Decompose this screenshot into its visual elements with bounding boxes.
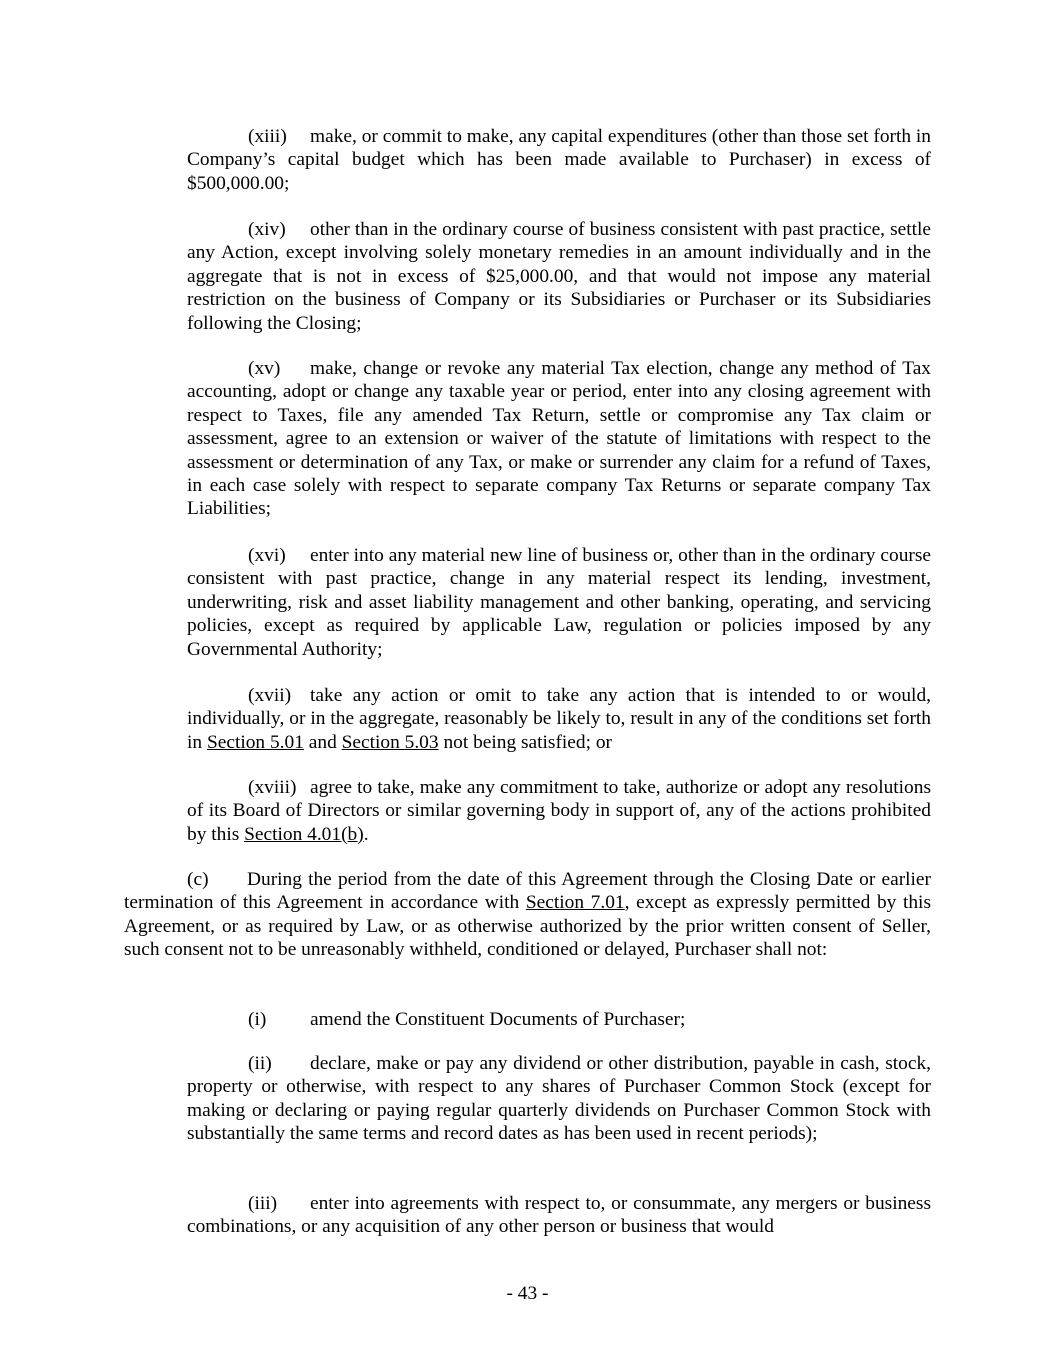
clause-text: other than in the ordinary course of business consistent with past practice, settle any Action, except involving solely monetary remedies in an amount individually and in the aggregate that is not in excess of $25,000.00, and that would not impose any material restriction on the business of Company or its Subsidiaries or Purchaser or its Subsidiaries following the Closing; [187,219,931,334]
clause-text: take any action or omit to take any action that is intended to or would, individually, or in the aggregate, reasonably be likely to, result in any of the conditions set forth in [187,685,931,753]
clause-c-iii [187,1192,931,1239]
clause-text: and [308,731,337,753]
clause-label: (xvii) [248,685,292,706]
clause-label: (i) [248,1009,267,1030]
clause-label: (c) [187,869,209,890]
section-reference-link: Section 5.01 [206,731,304,753]
clause-label: (xiv) [248,219,286,240]
clause-text: amend the Constituent Documents of Purchaser; [310,1009,686,1030]
clause-label: (ii) [248,1053,272,1074]
clause-text: enter into agreements with respect to, or consummate, any mergers or business combinations, or any acquisition of any other person or business that would [187,1193,931,1238]
clause-xviii [187,776,931,846]
clause-c [124,868,931,962]
clause-text: not being satisfied; or [443,731,612,753]
clause-label: (xv) [248,358,281,379]
clause-xvi [187,544,931,661]
clause-label: (xvi) [248,545,286,566]
clause-text: agree to take, make any commitment to take, authorize or adopt any resolutions of its Board of Directors or similar governing body in support of, any of the actions prohibited by this [187,777,931,845]
clause-text: make, or commit to make, any capital expenditures (other than those set forth in Company’s capital budget which has been made available to Purchaser) in excess of $500,000.00; [187,126,931,194]
section-reference-link: Section 7.01 [525,892,625,914]
clause-xv [187,357,931,521]
section-reference-link: Section 5.03 [341,731,439,753]
clause-text: During the period from the date of this Agreement through the Closing Date or earlier termination of this Agreement in accordance with [124,869,931,914]
page-number: - 43 - [506,1283,549,1304]
clause-c-ii [187,1052,931,1146]
clause-c-i [187,1008,931,1031]
clause-text: , except as expressly permitted by this Agreement, or as required by Law, or as otherwise authorized by the prior written consent of Seller, such consent not to be unreasonably withheld, conditioned or delayed, Purchaser shall not: [124,892,931,961]
clause-xiii [187,125,931,195]
clause-text: make, change or revoke any material Tax election, change any method of Tax accounting, adopt or change any taxable year or period, enter into any closing agreement with respect to Taxes, file any amended Tax Return, settle or compromise any Tax claim or assessment, agree to an extension or waiver of the statute of limitations with respect to the assessment or determination of any Tax, or make or surrender any claim for a refund of Taxes, in each case solely with respect to separate company Tax Returns or separate company Tax Liabilities; [187,358,931,520]
clause-xvii [187,684,931,754]
clause-label: (xviii) [248,777,297,798]
clause-label: (iii) [248,1193,278,1214]
clause-text: . [363,823,369,845]
clause-xiv [187,218,931,335]
clause-text: enter into any material new line of business or, other than in the ordinary course consistent with past practice, change in any material respect its lending, investment, underwriting, risk and asset liability management and other banking, operating, and servicing policies, except as required by applicable Law, regulation or policies imposed by any Governmental Authority; [187,545,931,660]
clause-label: (xiii) [248,126,287,147]
clause-text: declare, make or pay any dividend or other distribution, payable in cash, stock, property or otherwise, with respect to any shares of Purchaser Common Stock (except for making or declaring or paying regular quarterly dividends on Purchaser Common Stock with substantially the same terms and record dates as has been used in recent periods); [187,1053,931,1145]
section-reference-link: Section 4.01(b) [244,823,364,845]
